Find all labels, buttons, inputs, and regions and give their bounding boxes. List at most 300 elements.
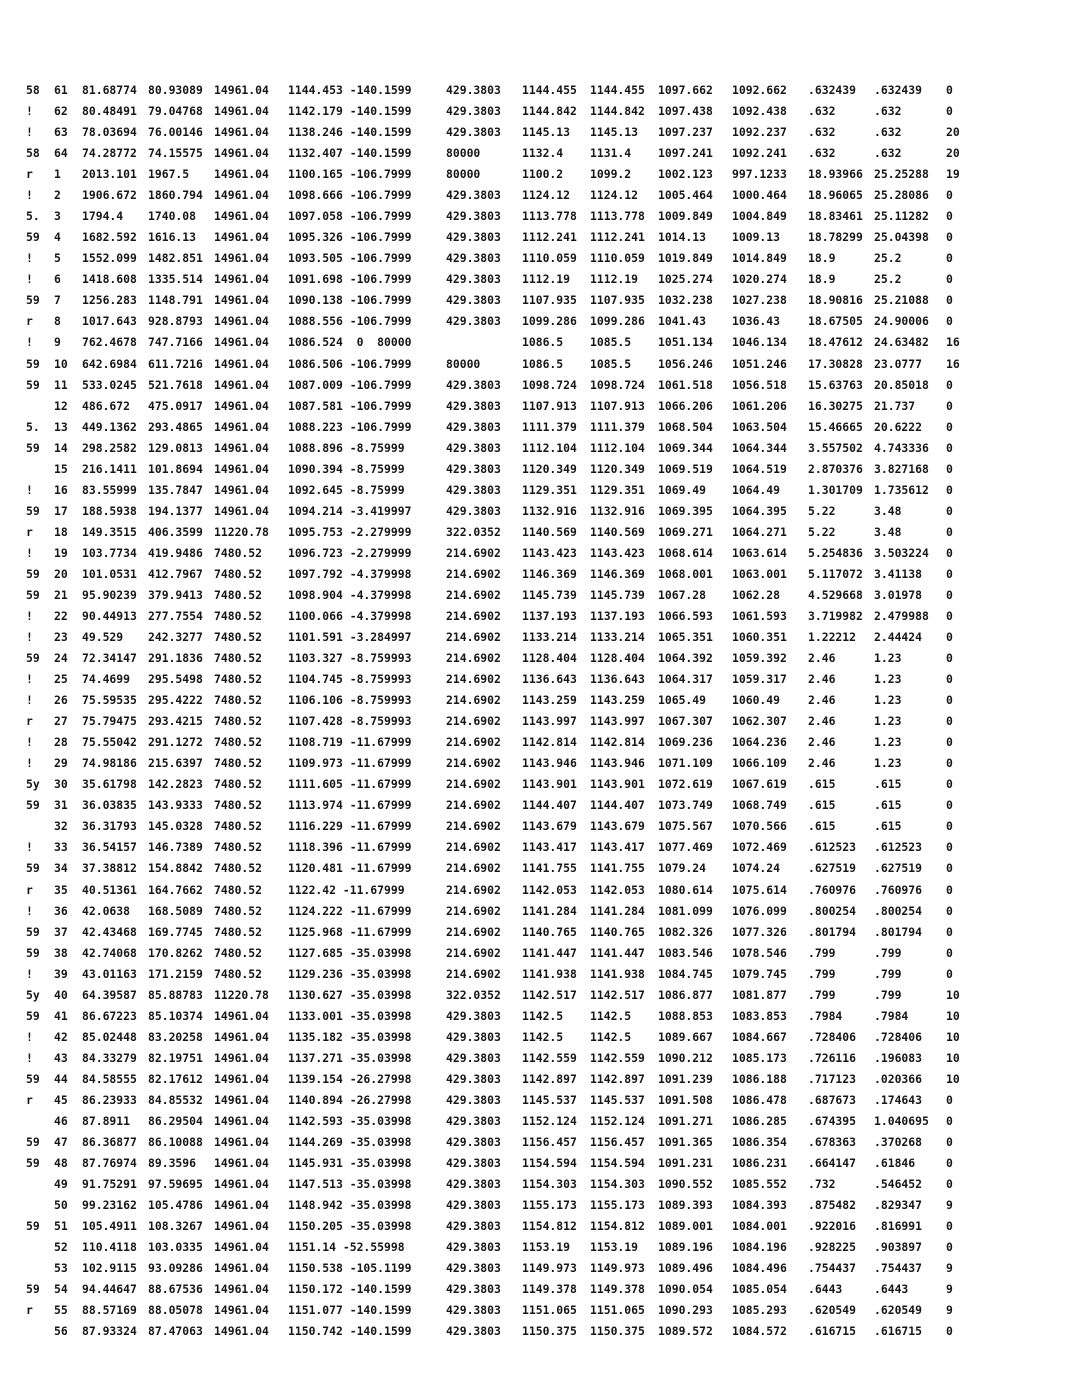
- cell-index: 17: [54, 503, 68, 518]
- cell-col-j: 3.557502: [808, 440, 863, 455]
- data-row: [26, 1090, 1036, 1111]
- cell-col-g: 1142.814: [590, 735, 645, 750]
- cell-col-e: 429.3803: [446, 1029, 501, 1044]
- cell-col-g: 1141.938: [590, 966, 645, 981]
- cell-col-f: 1141.284: [522, 903, 577, 918]
- cell-col-c: 14961.04: [214, 1324, 269, 1339]
- cell-col-g: 1142.5: [590, 1008, 632, 1023]
- cell-col-i: 1086.285: [732, 1113, 787, 1128]
- cell-col-k: .61846: [874, 1156, 916, 1171]
- cell-index: 39: [54, 966, 68, 981]
- cell-col-b: 171.2159: [148, 966, 203, 981]
- cell-col-a: 72.34147: [82, 651, 137, 666]
- cell-col-c: 7480.52: [214, 798, 263, 813]
- cell-col-j: .632: [808, 146, 836, 161]
- data-row: [26, 648, 1036, 669]
- cell-col-b: 154.8842: [148, 861, 203, 876]
- cell-col-k: .632439: [874, 83, 923, 97]
- cell-col-a: 75.55042: [82, 735, 137, 750]
- cell-col-f: 1142.053: [522, 882, 577, 897]
- cell-col-k: 25.2: [874, 272, 902, 287]
- cell-col-j: .799: [808, 987, 836, 1002]
- cell-col-g: 1131.4: [590, 146, 632, 161]
- cell-col-a: 762.4678: [82, 335, 137, 350]
- cell-col-h: 1079.24: [658, 861, 707, 876]
- cell-col-j: 17.30828: [808, 356, 863, 371]
- data-row: [26, 1111, 1036, 1132]
- cell-col-d: 1130.627 -35.03998: [288, 987, 412, 1002]
- cell-col-b: 1616.13: [148, 230, 197, 245]
- cell-col-c: 14961.04: [214, 104, 269, 119]
- cell-col-j: 18.78299: [808, 230, 863, 245]
- cell-col-c: 7480.52: [214, 840, 263, 855]
- cell-index: 36: [54, 903, 68, 918]
- cell-col-j: .922016: [808, 1219, 857, 1234]
- cell-col-d: 1139.154 -26.27998: [288, 1071, 412, 1086]
- cell-col-a: 86.67223: [82, 1008, 137, 1023]
- cell-col-b: 291.1272: [148, 735, 203, 750]
- cell-col-k: .800254: [874, 903, 923, 918]
- cell-col-f: 1086.5: [522, 356, 564, 371]
- cell-col-d: 1098.666 -106.7999: [288, 188, 412, 203]
- cell-marker: !: [26, 188, 33, 203]
- cell-col-c: 7480.52: [214, 882, 263, 897]
- cell-col-c: 14961.04: [214, 377, 269, 392]
- cell-col-i: 1085.552: [732, 1177, 787, 1192]
- cell-col-flag: 0: [946, 735, 953, 750]
- cell-col-flag: 0: [946, 1177, 953, 1192]
- cell-col-k: .615: [874, 777, 902, 792]
- cell-col-a: 1017.643: [82, 314, 137, 329]
- data-row: [26, 964, 1036, 985]
- cell-col-b: 406.3599: [148, 524, 203, 539]
- cell-col-b: 169.7745: [148, 924, 203, 939]
- cell-marker: !: [26, 104, 33, 119]
- cell-col-f: 1146.369: [522, 566, 577, 581]
- cell-col-e: 429.3803: [446, 83, 501, 97]
- cell-col-b: 521.7618: [148, 377, 203, 392]
- cell-col-e: 214.6902: [446, 735, 501, 750]
- cell-col-b: 611.7216: [148, 356, 203, 371]
- cell-col-e: 429.3803: [446, 125, 501, 140]
- cell-col-flag: 0: [946, 1324, 953, 1339]
- cell-col-c: 11220.78: [214, 524, 269, 539]
- cell-col-i: 1077.326: [732, 924, 787, 939]
- cell-col-flag: 0: [946, 714, 953, 729]
- cell-col-flag: 10: [946, 1050, 960, 1065]
- cell-col-j: .754437: [808, 1261, 857, 1276]
- cell-col-k: 25.28086: [874, 188, 929, 203]
- cell-col-e: 429.3803: [446, 230, 501, 245]
- cell-index: 34: [54, 861, 68, 876]
- cell-col-i: 1036.43: [732, 314, 781, 329]
- cell-col-e: 429.3803: [446, 1261, 501, 1276]
- cell-col-a: 84.33279: [82, 1050, 137, 1065]
- cell-col-f: 1132.916: [522, 503, 577, 518]
- cell-col-g: 1143.259: [590, 693, 645, 708]
- cell-col-flag: 0: [946, 419, 953, 434]
- cell-col-f: 1141.938: [522, 966, 577, 981]
- cell-col-f: 1113.778: [522, 209, 577, 224]
- cell-col-f: 1154.812: [522, 1219, 577, 1234]
- cell-col-e: 429.3803: [446, 1198, 501, 1213]
- cell-col-k: 3.503224: [874, 545, 929, 560]
- cell-col-k: .615: [874, 798, 902, 813]
- cell-index: 14: [54, 440, 68, 455]
- cell-col-i: 1064.271: [732, 524, 787, 539]
- cell-col-g: 1112.104: [590, 440, 645, 455]
- cell-col-i: 1027.238: [732, 293, 787, 308]
- cell-col-a: 1256.283: [82, 293, 137, 308]
- cell-col-h: 1088.853: [658, 1008, 713, 1023]
- cell-col-i: 997.1233: [732, 167, 787, 182]
- cell-index: 25: [54, 672, 68, 687]
- cell-col-flag: 0: [946, 630, 953, 645]
- cell-col-a: 188.5938: [82, 503, 137, 518]
- cell-col-flag: 0: [946, 377, 953, 392]
- cell-index: 21: [54, 587, 68, 602]
- data-row: [26, 332, 1036, 353]
- cell-col-e: 429.3803: [446, 419, 501, 434]
- cell-col-k: 25.04398: [874, 230, 929, 245]
- cell-col-b: 379.9413: [148, 587, 203, 602]
- cell-col-j: 2.46: [808, 693, 836, 708]
- cell-index: 54: [54, 1282, 68, 1297]
- cell-col-a: 642.6984: [82, 356, 137, 371]
- cell-index: 53: [54, 1261, 68, 1276]
- cell-index: 56: [54, 1324, 68, 1339]
- cell-col-k: .829347: [874, 1198, 923, 1213]
- cell-col-a: 105.4911: [82, 1219, 137, 1234]
- cell-index: 62: [54, 104, 68, 119]
- cell-col-g: 1085.5: [590, 335, 632, 350]
- cell-col-j: .678363: [808, 1135, 857, 1149]
- cell-col-j: .928225: [808, 1240, 857, 1255]
- cell-col-h: 1097.241: [658, 146, 713, 161]
- data-row: [26, 732, 1036, 753]
- cell-col-j: 2.46: [808, 756, 836, 771]
- cell-col-h: 1075.567: [658, 819, 713, 834]
- cell-col-f: 1145.739: [522, 587, 577, 602]
- cell-col-f: 1142.5: [522, 1008, 564, 1023]
- data-row: [26, 438, 1036, 459]
- cell-col-c: 14961.04: [214, 1050, 269, 1065]
- cell-col-a: 103.7734: [82, 545, 137, 560]
- cell-col-j: 2.46: [808, 651, 836, 666]
- cell-index: 46: [54, 1113, 68, 1128]
- cell-col-c: 14961.04: [214, 209, 269, 224]
- cell-col-flag: 0: [946, 777, 953, 792]
- cell-marker: r: [26, 1303, 33, 1318]
- cell-col-f: 1120.349: [522, 461, 577, 476]
- cell-col-c: 14961.04: [214, 1261, 269, 1276]
- cell-col-d: 1096.723 -2.279999: [288, 545, 412, 560]
- cell-marker: r: [26, 882, 33, 897]
- cell-col-g: 1154.303: [590, 1177, 645, 1192]
- cell-col-e: 80000: [446, 167, 481, 182]
- cell-col-a: 40.51361: [82, 882, 137, 897]
- cell-col-j: 16.30275: [808, 398, 863, 413]
- cell-col-h: 1073.749: [658, 798, 713, 813]
- cell-col-a: 42.74068: [82, 945, 137, 960]
- cell-col-b: 135.7847: [148, 482, 203, 497]
- cell-col-f: 1136.643: [522, 672, 577, 687]
- cell-col-i: 1062.307: [732, 714, 787, 729]
- cell-col-i: 1084.572: [732, 1324, 787, 1339]
- cell-col-i: 1063.504: [732, 419, 787, 434]
- cell-col-g: 1149.378: [590, 1282, 645, 1297]
- cell-col-j: .620549: [808, 1303, 857, 1318]
- cell-col-k: .799: [874, 987, 902, 1002]
- cell-col-h: 1089.001: [658, 1219, 713, 1234]
- cell-col-c: 7480.52: [214, 777, 263, 792]
- cell-col-f: 1149.378: [522, 1282, 577, 1297]
- cell-col-e: 429.3803: [446, 461, 501, 476]
- data-row: [26, 795, 1036, 816]
- cell-col-b: 84.85532: [148, 1092, 203, 1107]
- cell-col-e: 214.6902: [446, 945, 501, 960]
- cell-col-b: 412.7967: [148, 566, 203, 581]
- cell-col-a: 1906.672: [82, 188, 137, 203]
- cell-col-d: 1125.968 -11.67999: [288, 924, 412, 939]
- cell-index: 30: [54, 777, 68, 792]
- cell-col-f: 1133.214: [522, 630, 577, 645]
- cell-col-d: 1142.179 -140.1599: [288, 104, 412, 119]
- cell-index: 28: [54, 735, 68, 750]
- cell-col-f: 1140.765: [522, 924, 577, 939]
- cell-col-h: 1072.619: [658, 777, 713, 792]
- cell-col-k: .620549: [874, 1303, 923, 1318]
- cell-col-i: 1061.593: [732, 609, 787, 623]
- cell-marker: !: [26, 251, 33, 266]
- cell-col-g: 1112.19: [590, 272, 639, 287]
- cell-col-c: 14961.04: [214, 83, 269, 97]
- cell-marker: !: [26, 1050, 33, 1065]
- cell-col-i: 1086.188: [732, 1071, 787, 1086]
- data-row: [26, 375, 1036, 396]
- cell-col-h: 1041.43: [658, 314, 707, 329]
- cell-col-f: 1150.375: [522, 1324, 577, 1339]
- cell-col-a: 81.68774: [82, 83, 137, 97]
- cell-col-k: .801794: [874, 924, 923, 939]
- cell-col-a: 449.1362: [82, 419, 137, 434]
- cell-col-i: 1092.438: [732, 104, 787, 119]
- cell-col-f: 1144.407: [522, 798, 577, 813]
- cell-index: 11: [54, 377, 68, 392]
- cell-col-b: 85.88783: [148, 987, 203, 1002]
- data-row: [26, 774, 1036, 795]
- cell-col-b: 475.0917: [148, 398, 203, 413]
- cell-col-f: 1155.173: [522, 1198, 577, 1213]
- data-row: [26, 1027, 1036, 1048]
- cell-col-flag: 0: [946, 104, 953, 119]
- cell-col-flag: 0: [946, 293, 953, 308]
- cell-col-f: 1140.569: [522, 524, 577, 539]
- cell-col-e: 214.6902: [446, 798, 501, 813]
- cell-col-h: 1066.206: [658, 398, 713, 413]
- cell-col-g: 1146.369: [590, 566, 645, 581]
- cell-col-g: 1112.241: [590, 230, 645, 245]
- cell-col-h: 1091.231: [658, 1156, 713, 1171]
- cell-col-e: 429.3803: [446, 398, 501, 413]
- cell-col-f: 1143.901: [522, 777, 577, 792]
- cell-col-b: 101.8694: [148, 461, 203, 476]
- cell-col-d: 1090.138 -106.7999: [288, 293, 412, 308]
- cell-index: 27: [54, 714, 68, 729]
- cell-col-b: 88.05078: [148, 1303, 203, 1318]
- data-row: [26, 880, 1036, 901]
- cell-col-e: 214.6902: [446, 651, 501, 666]
- cell-col-j: 2.46: [808, 672, 836, 687]
- cell-col-h: 1064.392: [658, 651, 713, 666]
- cell-col-e: 429.3803: [446, 293, 501, 308]
- cell-col-j: .800254: [808, 903, 857, 918]
- cell-marker: 59: [26, 230, 40, 245]
- cell-col-a: 74.28772: [82, 146, 137, 161]
- cell-index: 64: [54, 146, 68, 161]
- cell-col-e: 429.3803: [446, 1282, 501, 1297]
- cell-marker: !: [26, 335, 33, 350]
- cell-col-f: 1145.537: [522, 1092, 577, 1107]
- cell-col-j: .799: [808, 945, 836, 960]
- cell-col-c: 7480.52: [214, 609, 263, 623]
- cell-col-d: 1120.481 -11.67999: [288, 861, 412, 876]
- cell-col-g: 1098.724: [590, 377, 645, 392]
- cell-col-a: 36.31793: [82, 819, 137, 834]
- cell-col-g: 1142.5: [590, 1029, 632, 1044]
- cell-col-k: 2.44424: [874, 630, 923, 645]
- cell-col-d: 1151.14 -52.55998: [288, 1240, 405, 1255]
- cell-col-b: 1482.851: [148, 251, 203, 266]
- cell-col-e: 429.3803: [446, 1113, 501, 1128]
- cell-col-h: 1067.28: [658, 587, 707, 602]
- cell-col-f: 1143.259: [522, 693, 577, 708]
- cell-col-d: 1129.236 -35.03998: [288, 966, 412, 981]
- cell-index: 18: [54, 524, 68, 539]
- cell-col-flag: 9: [946, 1261, 953, 1276]
- cell-index: 52: [54, 1240, 68, 1255]
- data-row: [26, 1237, 1036, 1258]
- cell-col-e: 214.6902: [446, 882, 501, 897]
- cell-index: 4: [54, 230, 61, 245]
- cell-col-b: 142.2823: [148, 777, 203, 792]
- cell-col-i: 1079.745: [732, 966, 787, 981]
- cell-col-g: 1143.946: [590, 756, 645, 771]
- data-row: [26, 1300, 1036, 1321]
- cell-col-d: 1088.556 -106.7999: [288, 314, 412, 329]
- cell-col-f: 1149.973: [522, 1261, 577, 1276]
- cell-col-k: 1.23: [874, 672, 902, 687]
- data-row: [26, 1048, 1036, 1069]
- cell-marker: !: [26, 903, 33, 918]
- data-row: [26, 669, 1036, 690]
- cell-col-b: 293.4865: [148, 419, 203, 434]
- cell-col-h: 1056.246: [658, 356, 713, 371]
- cell-col-flag: 0: [946, 314, 953, 329]
- cell-col-d: 1108.719 -11.67999: [288, 735, 412, 750]
- cell-col-flag: 0: [946, 461, 953, 476]
- cell-col-i: 1059.317: [732, 672, 787, 687]
- cell-marker: 59: [26, 924, 40, 939]
- cell-col-d: 1097.058 -106.7999: [288, 209, 412, 224]
- cell-col-f: 1112.19: [522, 272, 571, 287]
- cell-col-d: 1086.506 -106.7999: [288, 356, 412, 371]
- cell-col-d: 1106.106 -8.759993: [288, 693, 412, 708]
- cell-col-i: 1081.877: [732, 987, 787, 1002]
- cell-index: 8: [54, 314, 61, 329]
- cell-col-i: 1092.237: [732, 125, 787, 140]
- cell-marker: 59: [26, 1135, 40, 1149]
- cell-col-flag: 0: [946, 1092, 953, 1107]
- cell-col-h: 1005.464: [658, 188, 713, 203]
- cell-col-f: 1154.303: [522, 1177, 577, 1192]
- cell-col-h: 1069.395: [658, 503, 713, 518]
- cell-col-g: 1153.19: [590, 1240, 639, 1255]
- cell-col-d: 1109.973 -11.67999: [288, 756, 412, 771]
- cell-col-flag: 20: [946, 146, 960, 161]
- cell-col-c: 7480.52: [214, 735, 263, 750]
- data-row: [26, 1006, 1036, 1027]
- cell-col-d: 1087.009 -106.7999: [288, 377, 412, 392]
- cell-index: 55: [54, 1303, 68, 1318]
- cell-col-e: 214.6902: [446, 924, 501, 939]
- cell-col-g: 1113.778: [590, 209, 645, 224]
- cell-col-f: 1142.517: [522, 987, 577, 1002]
- cell-col-j: .732: [808, 1177, 836, 1192]
- cell-index: 32: [54, 819, 68, 834]
- cell-col-h: 1083.546: [658, 945, 713, 960]
- cell-col-d: 1144.453 -140.1599: [288, 83, 412, 97]
- cell-col-i: 1084.496: [732, 1261, 787, 1276]
- cell-col-e: 429.3803: [446, 1071, 501, 1086]
- cell-col-g: 1149.973: [590, 1261, 645, 1276]
- cell-index: 22: [54, 609, 68, 623]
- cell-col-e: 214.6902: [446, 609, 501, 623]
- cell-col-k: .615: [874, 819, 902, 834]
- data-row: [26, 1321, 1036, 1342]
- cell-col-flag: 0: [946, 651, 953, 666]
- cell-col-a: 216.1411: [82, 461, 137, 476]
- cell-col-j: .612523: [808, 840, 857, 855]
- data-row: [26, 1279, 1036, 1300]
- cell-marker: !: [26, 1029, 33, 1044]
- cell-col-i: 1084.393: [732, 1198, 787, 1213]
- cell-col-g: 1154.812: [590, 1219, 645, 1234]
- cell-col-k: .196083: [874, 1050, 923, 1065]
- cell-col-g: 1142.517: [590, 987, 645, 1002]
- cell-col-j: .627519: [808, 861, 857, 876]
- cell-col-flag: 9: [946, 1303, 953, 1318]
- cell-index: 61: [54, 83, 68, 97]
- cell-marker: 59: [26, 798, 40, 813]
- cell-col-e: 214.6902: [446, 903, 501, 918]
- cell-col-i: 1014.849: [732, 251, 787, 266]
- cell-col-c: 14961.04: [214, 482, 269, 497]
- cell-col-j: .632: [808, 125, 836, 140]
- data-row: [26, 1216, 1036, 1237]
- cell-col-i: 1092.662: [732, 83, 787, 97]
- cell-col-e: 322.0352: [446, 524, 501, 539]
- cell-col-flag: 0: [946, 566, 953, 581]
- cell-col-d: 1151.077 -140.1599: [288, 1303, 412, 1318]
- cell-col-k: 3.41138: [874, 566, 923, 581]
- cell-col-f: 1143.417: [522, 840, 577, 855]
- cell-col-a: 37.38812: [82, 861, 137, 876]
- cell-col-j: 18.93966: [808, 167, 863, 182]
- cell-col-c: 14961.04: [214, 230, 269, 245]
- cell-col-c: 14961.04: [214, 1198, 269, 1213]
- cell-col-flag: 0: [946, 840, 953, 855]
